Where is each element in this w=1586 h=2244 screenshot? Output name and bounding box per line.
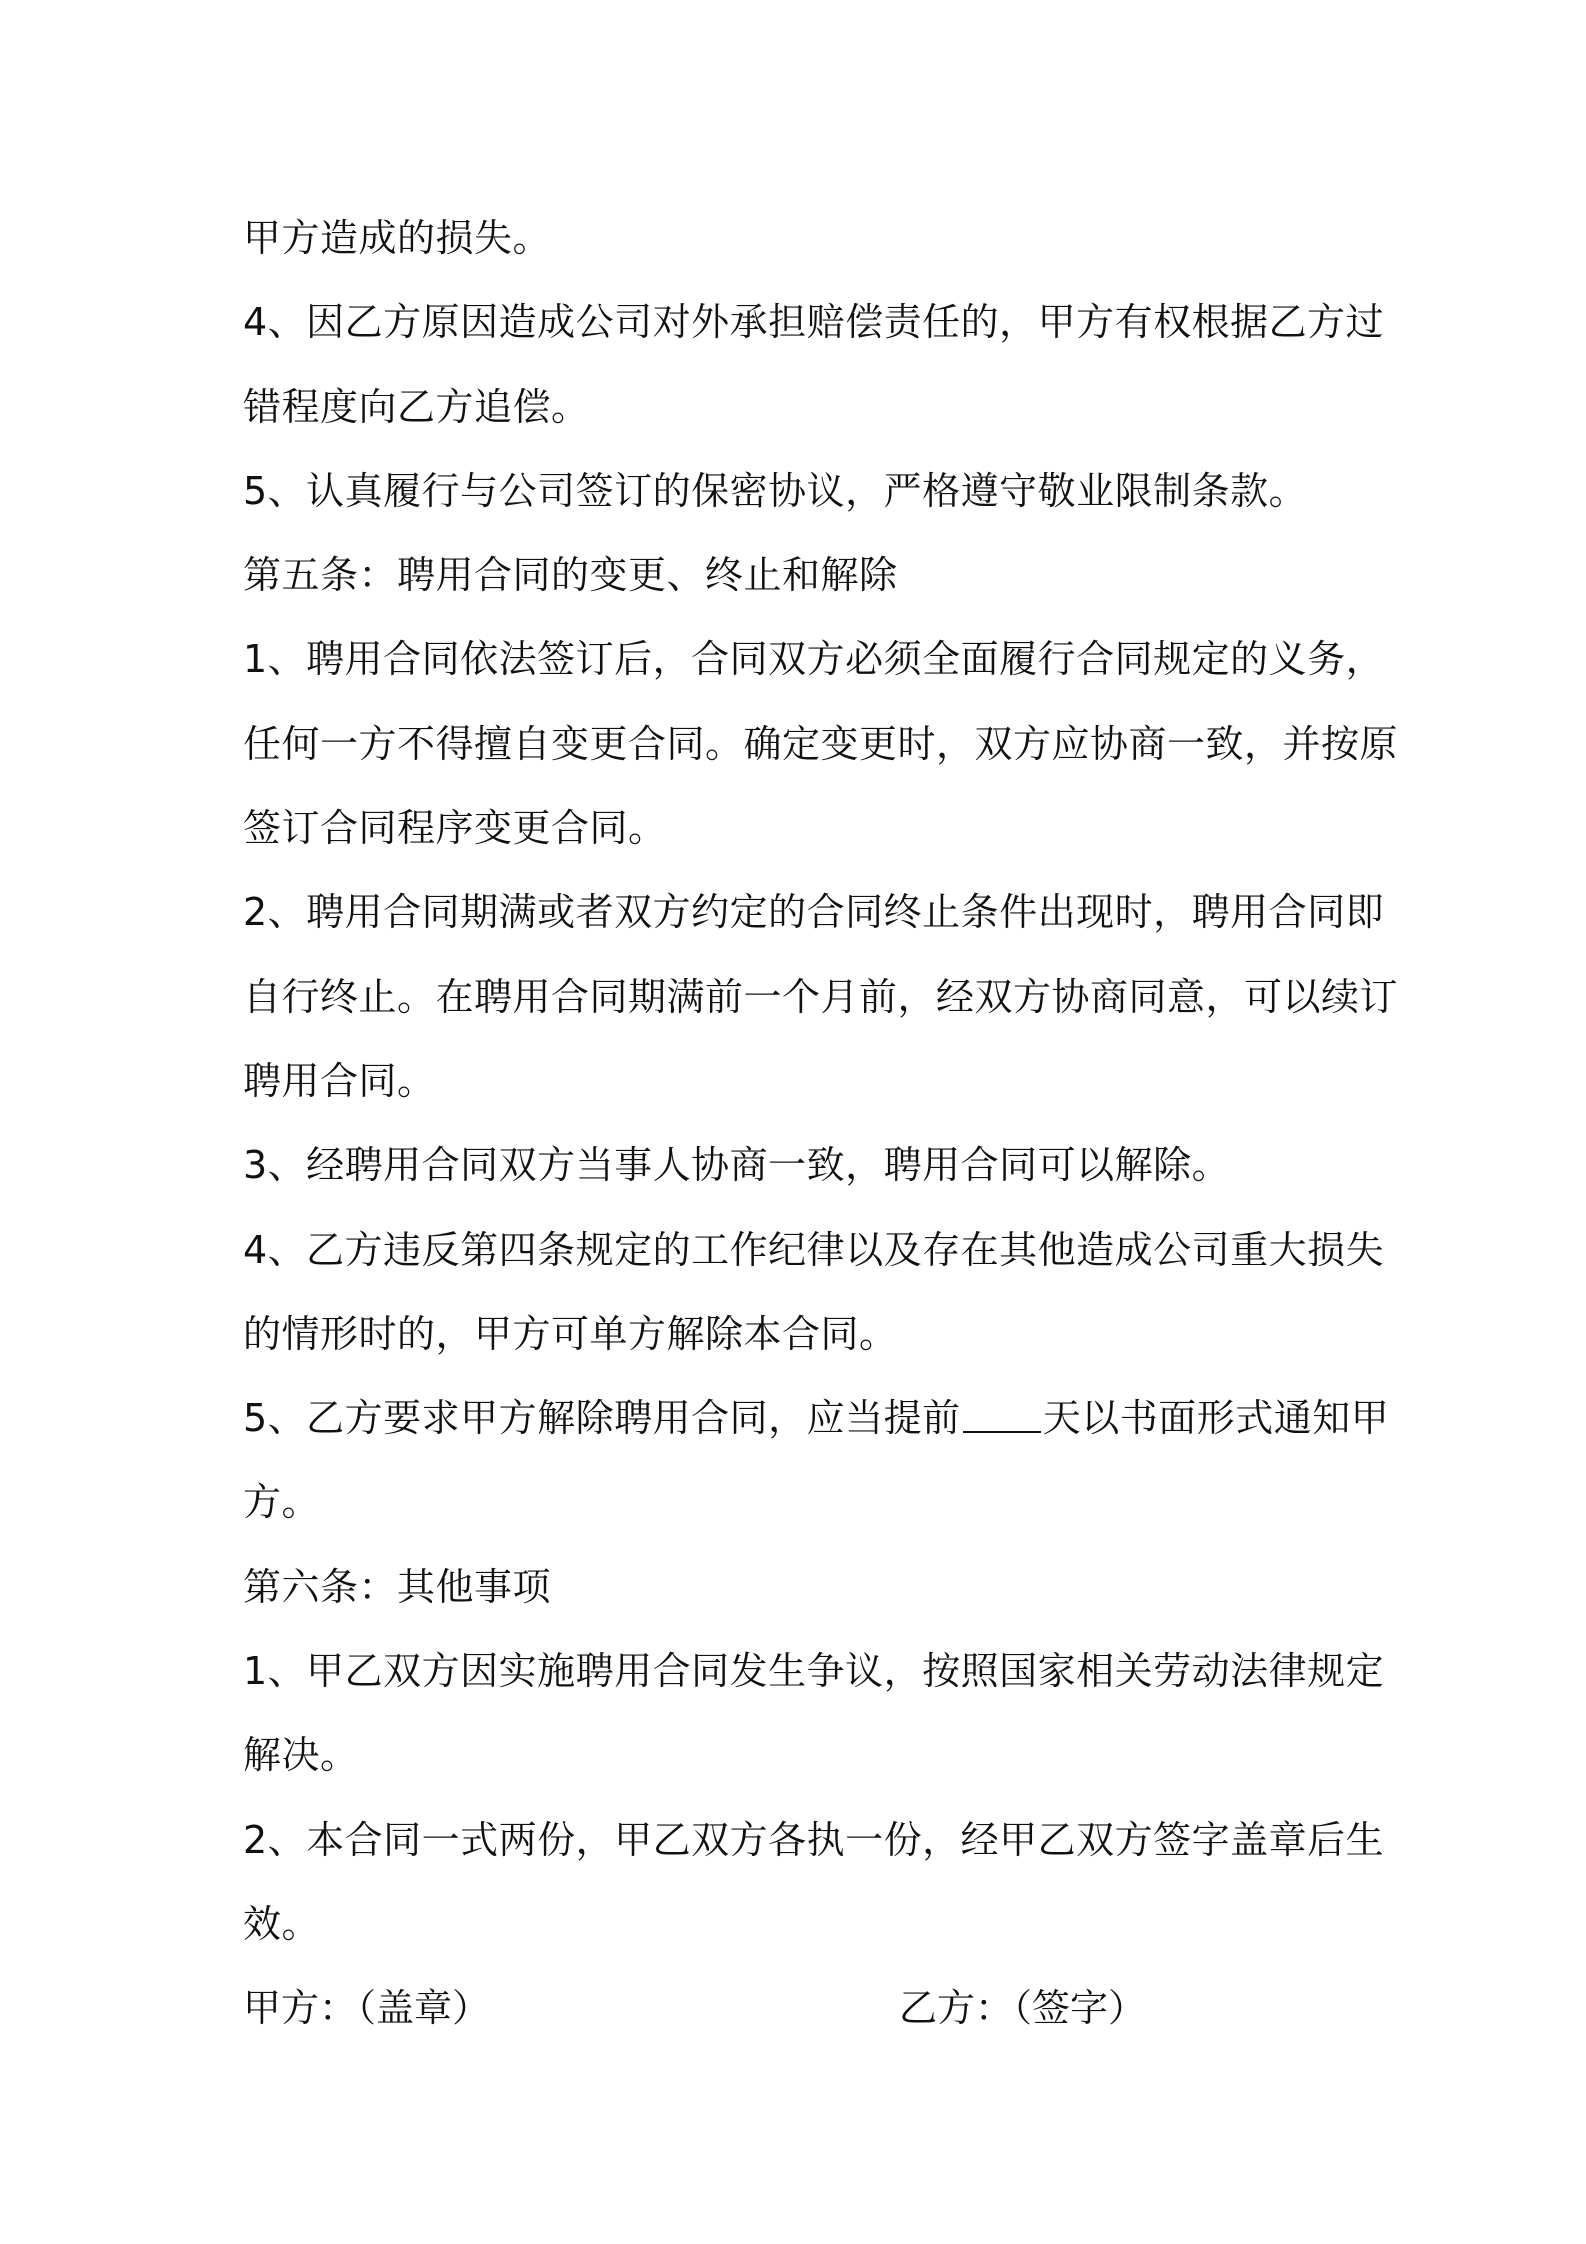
text-line: 签订合同程序变更合同。 (243, 806, 667, 851)
section-heading-5: 第五条：聘用合同的变更、终止和解除 (243, 553, 898, 598)
text-line: 方。 (243, 1480, 321, 1525)
party-b-signature-label: 乙方：（签字） (899, 1986, 1147, 2031)
text-line: 3、经聘用合同双方当事人协商一致，聘用合同可以解除。 (243, 1143, 1231, 1188)
text-line: 任何一方不得擅自变更合同。确定变更时，双方应协商一致，并按原 (243, 721, 1399, 766)
text-line: 2、聘用合同期满或者双方约定的合同终止条件出现时，聘用合同即 (243, 890, 1385, 935)
text-line: 解决。 (243, 1733, 359, 1778)
text-line: 1、甲乙双方因实施聘用合同发生争议，按照国家相关劳动法律规定 (243, 1649, 1385, 1694)
notice-line (243, 1376, 1390, 1460)
text-line: 甲方造成的损失。 (243, 216, 552, 260)
contract-body (243, 196, 1399, 2051)
signature-row (243, 1966, 1363, 2050)
text-line: 的情形时的，甲方可单方解除本合同。 (243, 1311, 898, 1356)
text-line: 自行终止。在聘用合同期满前一个月前，经双方协商同意，可以续订 (243, 974, 1399, 1019)
notice-days-blank (963, 1401, 1041, 1433)
text-line: 聘用合同。 (243, 1058, 436, 1103)
text-line: 效。 (243, 1901, 321, 1946)
text-line: 4、因乙方原因造成公司对外承担赔偿责任的，甲方有权根据乙方过 (243, 300, 1385, 345)
text-line: 错程度向乙方追偿。 (243, 384, 590, 429)
party-a-seal-label: 甲方：（盖章） (243, 1986, 491, 2031)
notice-text-before: 5、乙方要求甲方解除聘用合同，应当提前 (243, 1396, 961, 1441)
text-line: 4、乙方违反第四条规定的工作纪律以及存在其他造成公司重大损失 (243, 1227, 1385, 1272)
text-line: 5、认真履行与公司签订的保密协议，严格遵守敬业限制条款。 (243, 468, 1308, 513)
text-line: 2、本合同一式两份，甲乙双方各执一份，经甲乙双方签字盖章后生 (243, 1817, 1385, 1862)
text-line: 1、聘用合同依法签订后，合同双方必须全面履行合同规定的义务， (243, 637, 1385, 682)
section-heading-6: 第六条：其他事项 (243, 1564, 552, 1609)
notice-text-after: 天以书面形式通知甲 (1042, 1396, 1390, 1441)
